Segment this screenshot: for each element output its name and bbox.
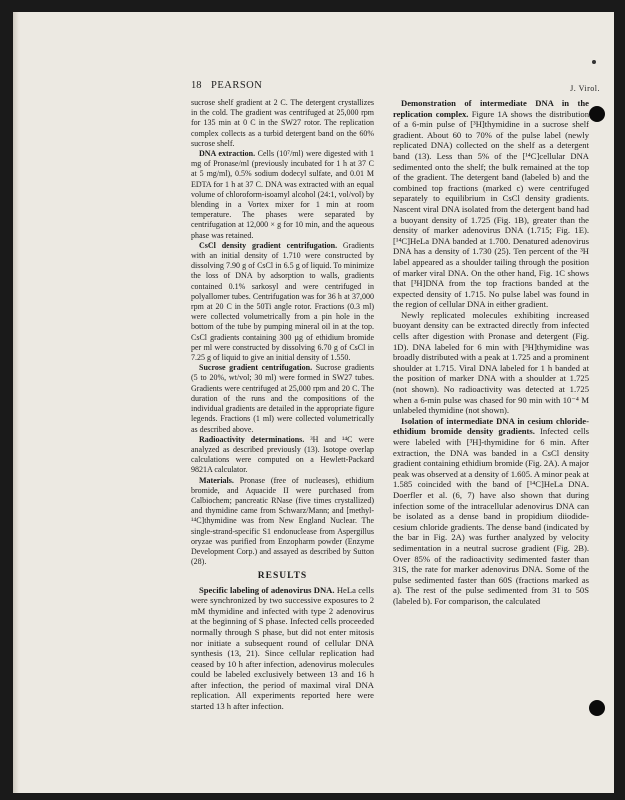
- paragraph-sucrose-shelf-continued: sucrose shelf gradient at 2 C. The detergent crystallizes in the cold. The gradient was centrifuged at 25,000 rpm for 135 min at 0 C in the SW27 rotor. The replication complex collects as a turbid detergent band on the 60% sucrose shelf.: [191, 98, 374, 148]
- heading-results: RESULTS: [257, 571, 308, 582]
- paragraph-radioactivity: [191, 435, 374, 476]
- text-dna-extraction: Cells (10⁷/ml) were digested with 1 mg of Pronase/ml (previously incubated for 1 h at 37 C at 5 mg/ml), 0.5% sodium dodecyl sulfate, and 0.01 M EDTA for 1 h at 37 C. DNA was extracted with an equal volume of chloroform-isoamyl alcohol (24:1, vol/vol) by blending in a Vortex mixer for 1 min at room temperature. The phases were separated by centrifugation at 12,000 × g for 10 min, and the aqueous phase was retained.: [191, 149, 375, 240]
- paragraph-sucrose-gradient: [191, 363, 374, 434]
- heading-radioactivity: Radioactivity determinations.: [199, 434, 305, 444]
- text-demonstration: Figure 1A shows the distribution of a 6-min pulse of [³H]thymidine in a sucrose shelf gradient. About 60 to 70% of the pulse label (newly replicated DNA) collected on the shelf as a detergent band (13). Less than 5% of the [¹⁴C]cellular DNA sedimented onto the shelf; the bulk remained at the top of the gradient. The detergent band (labeled b) and the combined top fractions (marked c) were centrifuged separately to equilibrium in CsCl density gradients. Nascent viral DNA isolated from the detergent band had a buoyant density of 1.725 (Fig. 1B), greater than the density of marker adenovirus DNA (1.715; Fig. 1E). [¹⁴C]HeLa DNA banded at 1.700. Denatured adenovirus DNA has a density of 1.730 (25). Ten percent of the ³H label appeared as a shoulder tailing through the position of marker viral DNA. On the other hand, Fig. 1C shows that [³H]DNA from the top fractions banded at the expected density of 1.715. No pulse label was found in the region of cellular DNA in either gradient.: [393, 108, 589, 310]
- binder-hole-top: [589, 106, 605, 122]
- paragraph-dna-extraction: [191, 149, 374, 241]
- heading-dna-extraction: DNA extraction.: [199, 149, 256, 159]
- heading-materials: Materials.: [199, 475, 234, 485]
- paragraph-cscl-gradient: [191, 241, 374, 363]
- heading-specific-labeling: Specific labeling of adenovirus DNA.: [199, 584, 335, 595]
- text-specific-labeling: HeLa cells were synchronized by two successive exposures to 2 mM thymidine and infected with type 2 adenovirus at the beginning of S phase. Infected cells proceeded normally through S phase, but did not enter mitosis nor initiate a subsequent round of cellular DNA synthesis (13, 21). Since cellular replication had ceased by 10 h after infection, adenovirus molecules could be labeled exclusively between 13 and 16 h after infection, the period of maximal viral DNA replication. All experiments reported here were started 13 h after infection.: [191, 584, 374, 712]
- running-head-journal: J. Virol.: [570, 84, 600, 93]
- text-sucrose-gradient: Sucrose gradients (5 to 20%, wt/vol; 30 ml) were formed in SW27 tubes. Gradients were centrifuged at 25,000 rpm and 20 C. The duration of the runs and the compositions of the individual gradients are detailed in the appropriate figure legends. Fractions (1 ml) were collected volumetrically as described above.: [191, 363, 374, 434]
- text-radioactivity: ³H and ¹⁴C were analyzed as described previously (13). Isotope overlap calculations were computed on a Hewlett-Packard 9821A calculator.: [191, 434, 375, 475]
- right-column: [393, 98, 589, 607]
- document-page: [13, 12, 614, 793]
- heading-demonstration: Demonstration of intermediate DNA in the replication complex.: [393, 98, 589, 119]
- heading-sucrose-gradient: Sucrose gradient centrifugation.: [199, 363, 313, 373]
- running-head-author: PEARSON: [211, 80, 263, 91]
- page-edge-shadow: [13, 12, 19, 793]
- heading-cscl-gradient: CsCl density gradient centrifugation.: [199, 240, 338, 250]
- page-number: 18: [191, 80, 202, 91]
- paragraph-demonstration: [393, 98, 589, 310]
- binder-hole-bottom: [589, 700, 605, 716]
- text-materials: Pronase (free of nucleases), ethidium bromide, and Aquacide II were purchased from Calbiochem; pancreatic RNase (five times crystallized) and thymidine came from Schwarz/Mann; and [methyl-¹⁴C]thymidine was from New England Nuclear. The single-strand-specific S1 endonuclease from Aspergillus oryzae was purified from Enzopharm powder (Enzyme Development Corp.) and assayed as described by Sutton (28).: [191, 475, 374, 567]
- scan-mark: [592, 60, 596, 64]
- paragraph-newly-replicated: Newly replicated molecules exhibiting increased buoyant density can be extracted directly from infected cells after digestion with Pronase and detergent (Fig. 1D). DNA labeled for 6 min with [³H]thymidine was broadly distributed with a peak at 1.725 and a prominent shoulder at 1.715. Viral DNA labeled for 1 h banded at the position of marker DNA with a shoulder at 1.725 (not shown). No radioactivity was detected at 1.725 when a 6-min pulse was chased for 90 min with 10⁻⁴ M unlabeled thymidine (not shown).: [393, 309, 589, 416]
- text-isolation: Infected cells were labeled with [³H]-thymidine for 6 min. After extraction, the DNA was banded in a CsCl density gradient containing ethidium bromide (Fig. 2A). A major peak was observed at a density of 1.605. A minor peak at 1.585 coincided with the band of [¹⁴C]HeLa DNA. Doerfler et al. (6, 7) have also shown that during infection some of the intracellular adenovirus DNA can be isolated as a dense band in propidium diiodide-cesium chloride gradients. The dense band (indicated by the bar in Fig. 2A) was further analyzed by velocity sedimentation in a neutral sucrose gradient (Fig. 2B). Over 85% of the radioactivity sedimented faster than 31S, the rate for marker adenovirus DNA. Some of the pulse sedimented faster than 60S (fractions marked as a). The rest of the pulse sedimented from 31 to 50S (labeled b). For comparison, the calculated: [393, 426, 589, 606]
- text-cscl-gradient: Gradients with an initial density of 1.710 were constructed by dissolving 7.90 g of CsCl in 6.5 g of liquid. To minimize the loss of DNA by adsorption to walls, gradients contained 0.1% sarkosyl and were centrifuged in polyallomer tubes. Centrifugation was for 36 h at 37,000 rpm at 20 C in the 50Ti angle rotor. Fractions (0.3 ml) were collected volumetrically from a pin hole in the bottom of the tube by pumping mineral oil in at the top. CsCl gradients containing 300 µg of ethidium bromide per ml were constructed by dissolving 6.70 g of CsCl in 7.25 g of liquid to give an initial density of 1.550.: [191, 240, 374, 363]
- paragraph-materials: [191, 476, 374, 568]
- paragraph-specific-labeling: [191, 585, 374, 712]
- paragraph-isolation: [393, 416, 589, 607]
- left-column: [191, 98, 374, 712]
- heading-isolation: Isolation of intermediate DNA in cesium chloride-ethidium bromide density gradients.: [393, 415, 589, 437]
